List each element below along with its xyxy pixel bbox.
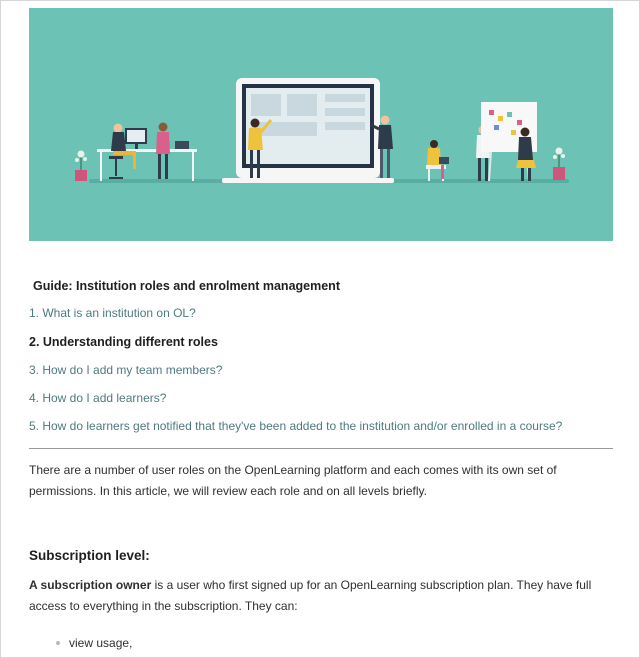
intro-paragraph: There are a number of user roles on the OpenLearning platform and each comes with its own set of permissions. In this article, we will review each role and on all levels briefly. bbox=[29, 463, 557, 498]
toc-link-add-learners[interactable]: 4. How do I add learners? bbox=[29, 391, 167, 405]
toc-link-what-is-institution[interactable]: 1. What is an institution on OL? bbox=[29, 306, 196, 320]
team-collaboration-illustration bbox=[29, 8, 613, 241]
person-seated-laptop bbox=[426, 140, 449, 181]
guide-title: Guide: Institution roles and enrolment management bbox=[33, 279, 340, 293]
toc-link-learner-notifications[interactable]: 5. How do learners get notified that they've been added to the institution and/or enrolled in a course? bbox=[29, 419, 563, 433]
desk-scene bbox=[97, 123, 197, 182]
divider bbox=[29, 448, 613, 449]
owner-paragraph bbox=[29, 575, 609, 617]
toc-current-understanding-roles: 2. Understanding different roles bbox=[29, 335, 218, 349]
plant-icon bbox=[75, 151, 87, 182]
hero-illustration bbox=[29, 8, 613, 241]
bullet-dot-icon bbox=[56, 641, 60, 645]
owner-term: A subscription owner bbox=[29, 578, 152, 592]
monitor-illustration bbox=[222, 78, 394, 183]
bullet-text: view usage, bbox=[69, 636, 133, 650]
list-item bbox=[56, 636, 132, 650]
plant-icon bbox=[553, 148, 565, 181]
section-heading-subscription: Subscription level: bbox=[29, 548, 150, 563]
owner-description: is a user who first signed up for an OpenLearning subscription plan. They have full access to everything in the subscription. They can: bbox=[29, 578, 592, 613]
toc-link-add-team-members[interactable]: 3. How do I add my team members? bbox=[29, 363, 223, 377]
